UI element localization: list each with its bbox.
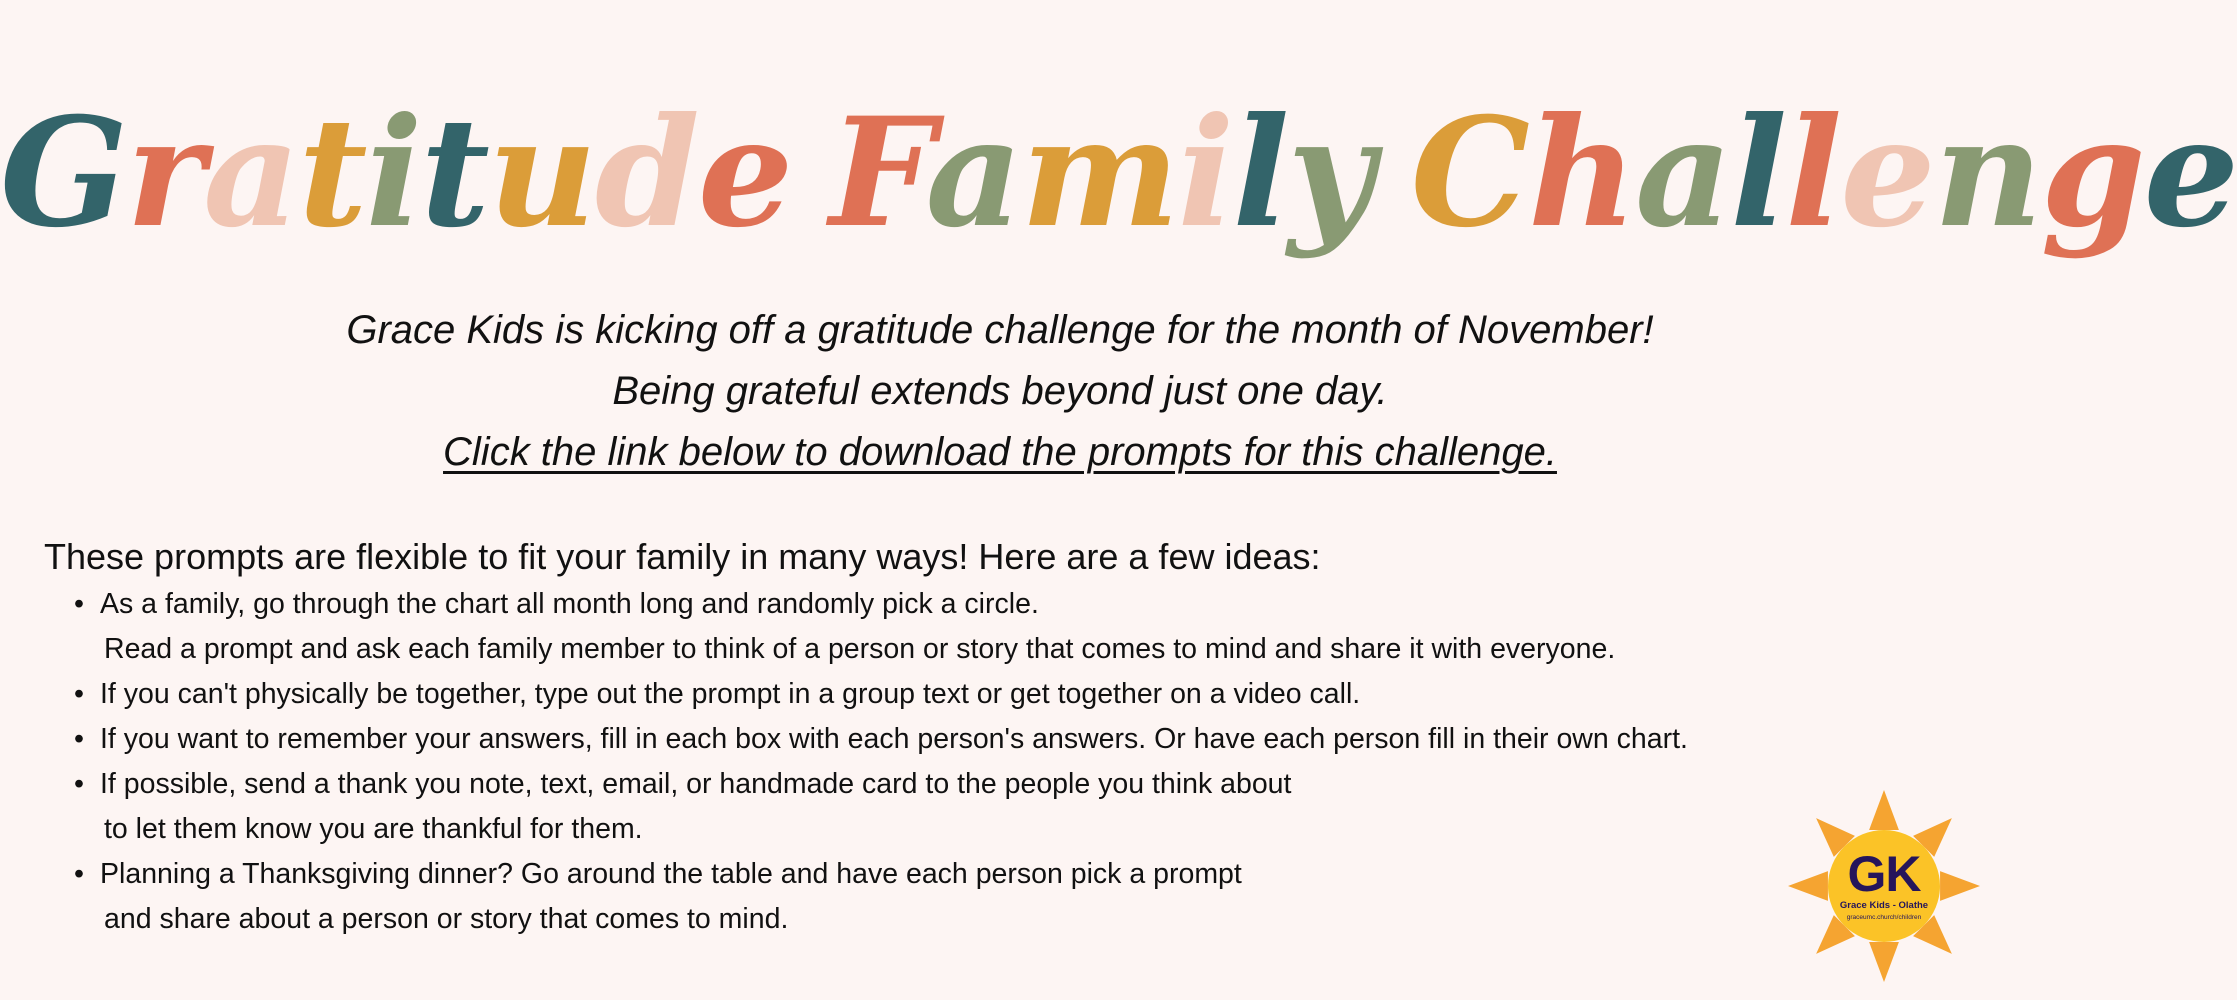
title-letter: a bbox=[203, 85, 299, 261]
title-letter: e bbox=[2143, 85, 2237, 261]
title-letter: l bbox=[1232, 85, 1288, 261]
list-item-line: • If you want to remember your answers, fill in each box with each person's answers. Or have each person fill in their own chart. bbox=[100, 723, 1688, 755]
title-letter: h bbox=[1528, 85, 1636, 261]
title-letter: i bbox=[1177, 85, 1233, 261]
title-letter: u bbox=[487, 85, 595, 261]
list-item bbox=[74, 762, 1934, 852]
download-prompts-link[interactable]: Click the link below to download the prompts for this challenge. bbox=[443, 430, 1557, 474]
intro-line-2: Being grateful extends beyond just one day. bbox=[612, 369, 1388, 413]
ideas-list bbox=[74, 582, 1934, 942]
title-letter: d bbox=[594, 85, 698, 261]
title-letter: m bbox=[1020, 85, 1178, 261]
list-item-line: and share about a person or story that comes to mind. bbox=[104, 903, 789, 935]
logo-name: Grace Kids - Olathe bbox=[1839, 900, 1929, 911]
title-letter: l bbox=[1730, 85, 1786, 261]
logo-initials: GK bbox=[1847, 846, 1921, 902]
list-item-line: to let them know you are thankful for them. bbox=[104, 813, 643, 845]
title-letter: g bbox=[2040, 85, 2144, 261]
intro-line-1: Grace Kids is kicking off a gratitude challenge for the month of November! bbox=[346, 308, 1654, 352]
list-item-line: • As a family, go through the chart all month long and randomly pick a circle. bbox=[100, 588, 1039, 620]
title-letter: a bbox=[925, 85, 1021, 261]
title-letter: e bbox=[1840, 85, 1934, 261]
intro-block bbox=[0, 300, 2000, 483]
title-letter: G bbox=[0, 85, 127, 261]
title-letter: t bbox=[420, 85, 488, 261]
title-letter: a bbox=[1635, 85, 1731, 261]
list-item bbox=[74, 582, 1934, 672]
list-item bbox=[74, 852, 1934, 942]
list-item-line: Read a prompt and ask each family member to think of a person or story that comes to mind and share it with everyone. bbox=[104, 633, 1616, 665]
list-item-line: • If possible, send a thank you note, text, email, or handmade card to the people you think about bbox=[100, 768, 1292, 800]
title-letter: C bbox=[1410, 85, 1529, 261]
list-item bbox=[74, 672, 1934, 717]
title-letter: i bbox=[365, 85, 421, 261]
title-letter: l bbox=[1785, 85, 1841, 261]
list-item bbox=[74, 717, 1934, 762]
title-letter: y bbox=[1287, 85, 1373, 261]
title-letter: n bbox=[1933, 85, 2041, 261]
list-item-line: • Planning a Thanksgiving dinner? Go around the table and have each person pick a prompt bbox=[100, 858, 1242, 890]
grace-kids-logo bbox=[1784, 786, 1984, 986]
ideas-heading: These prompts are flexible to fit your family in many ways! Here are a few ideas: bbox=[44, 536, 1321, 577]
logo-url: graceumc.church/children bbox=[1846, 914, 1922, 921]
title-letter: e bbox=[697, 85, 792, 261]
list-item-line: • If you can't physically be together, type out the prompt in a group text or get together on a video call. bbox=[100, 678, 1361, 710]
title-letter: t bbox=[298, 85, 366, 261]
title-letter: F bbox=[829, 85, 926, 261]
page-title bbox=[0, 78, 2237, 268]
title-letter: r bbox=[126, 85, 204, 261]
